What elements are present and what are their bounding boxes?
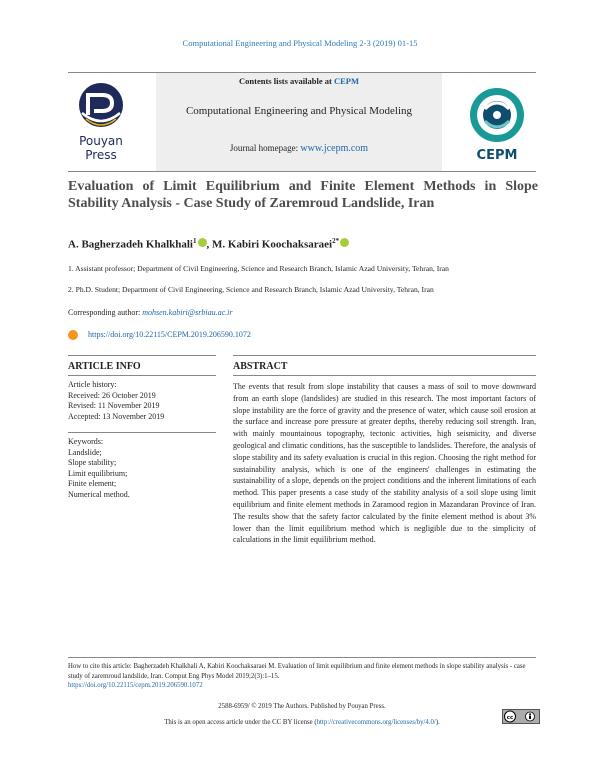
- orcid-icon[interactable]: [340, 238, 349, 247]
- contents-line: [156, 76, 442, 86]
- keyword: Finite element;: [68, 479, 117, 488]
- pouyan-logo-text-2: Press: [85, 148, 117, 162]
- cc-by-badge[interactable]: [502, 709, 540, 724]
- homepage-prefix: Journal homepage:: [229, 143, 299, 153]
- author-2: M. Kabiri Koochaksaraei: [212, 238, 333, 251]
- running-head: Computational Engineering and Physical Modeling 2-3 (2019) 01-15: [182, 38, 418, 48]
- contents-prefix: Contents lists available at: [239, 76, 332, 86]
- affiliation-2: 2. Ph.D. Student; Department of Civil Engineering, Science and Research Branch, Islamic Azad University, Tehran, Iran: [68, 285, 434, 294]
- divider: [68, 375, 216, 376]
- divider: [68, 657, 536, 658]
- divider: [68, 355, 216, 356]
- cepm-logo-text: CEPM: [476, 148, 518, 163]
- journal-header: [68, 72, 536, 172]
- corresponding-email[interactable]: mohsen.kabiri@srbiau.ac.ir: [142, 308, 233, 317]
- corresponding-author: [68, 308, 232, 317]
- citation-block: [68, 662, 536, 691]
- divider: [233, 375, 536, 376]
- pouyan-logo-text-1: Pouyan: [79, 134, 123, 148]
- divider: [233, 355, 536, 356]
- citation-text: How to cite this article: Bagherzadeh Khalkhali A, Kabiri Koochaksaraei M. Evaluation of limit equilibrium and finite element methods in slope stability analysis - case study of zaremroud landslide, Iran. Comput Eng Phys Model 2019;2(3):1–15.: [68, 663, 526, 680]
- doi-link[interactable]: https://doi.org/10.22115/CEPM.2019.206590.1072: [88, 330, 251, 339]
- copyright-line: 2588-6959/ © 2019 The Authors. Published by Pouyan Press.: [218, 703, 386, 710]
- keyword: Landslide;: [68, 447, 102, 457]
- contents-link[interactable]: CEPM: [333, 76, 359, 86]
- orcid-icon[interactable]: [198, 238, 207, 247]
- keyword: Numerical method.: [68, 489, 130, 499]
- license-prefix: This is an open access article under the CC BY license (: [164, 719, 317, 726]
- author-1-affiliation-mark: 1: [193, 237, 197, 245]
- divider: [68, 432, 216, 433]
- article-title: Evaluation of Limit Equilibrium and Finite Element Methods in Slope Stability Analysis - Case Study of Zaremroud Landslide, Iran: [68, 179, 538, 211]
- journal-name: Computational Engineering and Physical Modeling: [185, 105, 413, 117]
- journal-info-panel: [156, 73, 442, 171]
- doi-line: [68, 330, 251, 340]
- license-line: [68, 719, 536, 726]
- article-history: [68, 380, 164, 422]
- keyword: Limit equilibrium;: [68, 468, 128, 478]
- keyword: Slope stability;: [68, 458, 117, 467]
- accepted-date: Accepted: 13 November 2019: [68, 411, 165, 421]
- author-2-affiliation-mark: 2*: [332, 237, 340, 245]
- license-suffix: ).: [435, 719, 440, 726]
- received-date: Received: 26 October 2019: [68, 390, 156, 400]
- pouyan-press-logo: [68, 79, 134, 165]
- license-link[interactable]: http://creativecommons.org/licenses/by/4.0/: [316, 719, 436, 726]
- cepm-logo: [458, 83, 536, 165]
- abstract-heading: ABSTRACT: [233, 361, 288, 372]
- keywords-label: Keywords:: [68, 437, 104, 446]
- author-line: [68, 237, 349, 251]
- citation-link[interactable]: https://doi.org/10.22115/cepm.2019.206590.1072: [68, 682, 203, 689]
- article-info-heading: ARTICLE INFO: [68, 361, 141, 372]
- keywords-block: [68, 437, 130, 500]
- affiliation-1: 1. Assistant professor; Department of Civil Engineering, Science and Research Branch, Islamic Azad University, Tehran, Iran: [68, 264, 449, 273]
- abstract-text: The events that result from slope instability that causes a mass of soil to move downward from an earth slope (landslides) are studied in this research. The most important factors of slope instability are the force of gravity and the presence of water, which cause soil erosion at the surface and increase pore pressure at greater depths, thereby reducing soil strength. Iran, with mainly mountainous topography, tectonic activities, high seismicity, and diverse geological and climatic conditions, has the susceptible to landslides. Therefore, the analysis of slope stability and its safety evaluation is crucial in this region. Choosing the right method for sustainability analysis, which is one of the engineers' challenges in estimating the sustainability of a slope, depends on the project conditions and the inherent limitations of each method. This paper presents a case study of the stability analysis of a soil slope using limit equilibrium and finite element methods in Zaramood region in Mazandaran Province of Iran. The results show that the safety factor calculated by the finite element method is about 3% lower than the limit equilibrium method which is negligible due to the simplicity of calculations in the limit equilibrium method.: [233, 382, 536, 545]
- author-1: A. Bagherzadeh Khalkhali: [68, 238, 193, 251]
- svg-text:cc: cc: [506, 715, 514, 721]
- author-separator: ,: [206, 238, 212, 251]
- corresponding-label: Corresponding author:: [68, 308, 141, 317]
- journal-homepage: [156, 143, 442, 154]
- revised-date: Revised: 11 November 2019: [68, 401, 160, 410]
- history-label: Article history:: [68, 380, 117, 389]
- homepage-link[interactable]: www.jcepm.com: [300, 143, 369, 154]
- doi-icon: [68, 330, 78, 340]
